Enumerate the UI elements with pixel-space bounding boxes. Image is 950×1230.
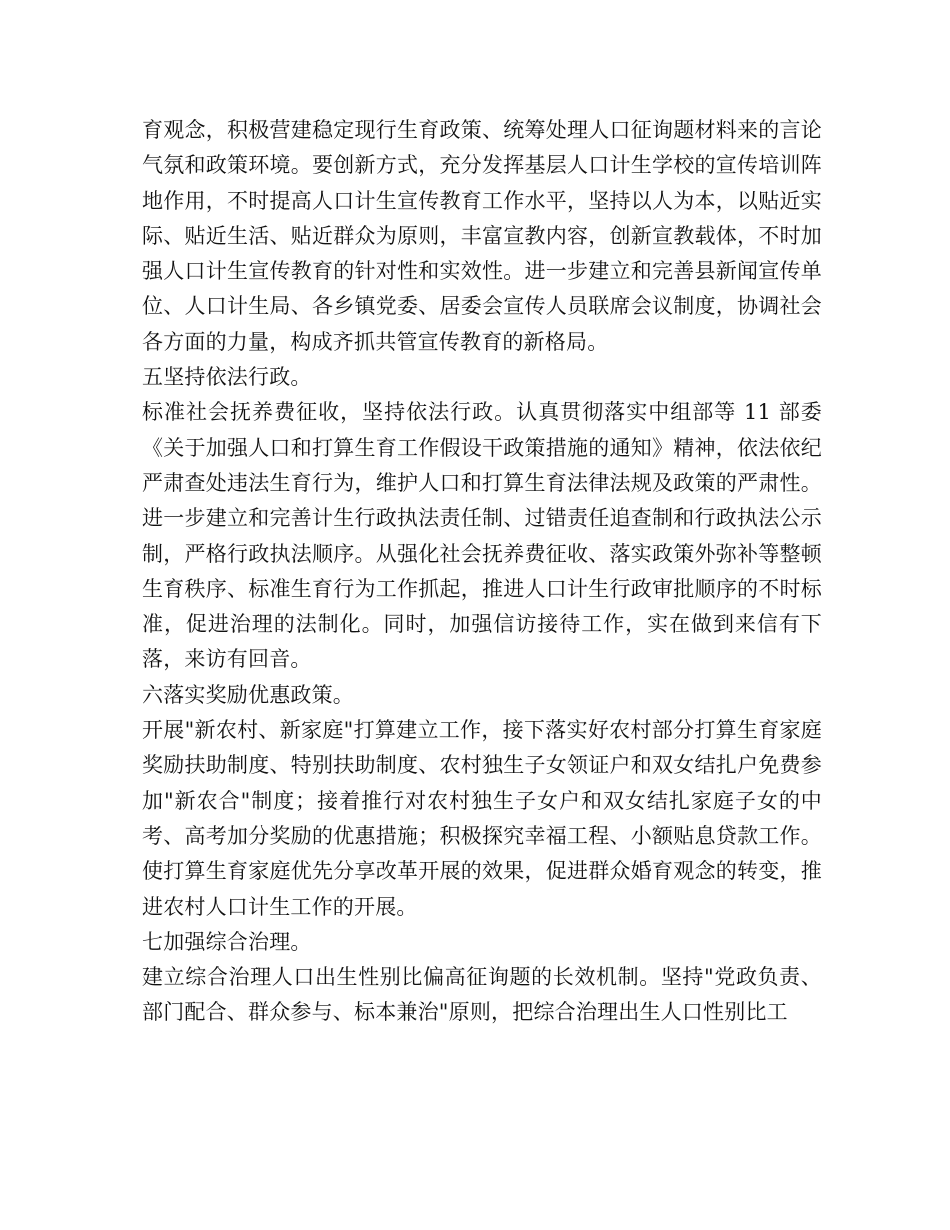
paragraph-law-administration: 标准社会抚养费征收，坚持依法行政。认真贯彻落实中组部等 11 部委《关于加强人口和打算生育工作假设干政策措施的通知》精神，依法依纪严肃查处违法生育行为，维护人口和打算生育法律法规及政策的严肃性。进一步建立和完善计生行政执法责任制、过错责任追查制和行政执法公示制，严格行政执法顺序。从强化社会抚养费征收、落实政策外弥补等整顿生育秩序、标准生育行为工作抓起，推进人口计生行政审批顺序的不时标准，促进治理的法制化。同时，加强信访接待工作，实在做到来信有下落，来访有回音。 <box>142 400 822 672</box>
section-heading-6: 六落实奖励优惠政策。 <box>142 682 354 707</box>
paragraph-comprehensive-governance: 建立综合治理人口出生性别比偏高征询题的长效机制。坚持"党政负责、部门配合、群众参与、标本兼治"原则，把综合治理出生人口性别比工 <box>142 965 822 1025</box>
paragraph-propaganda-education: 育观念，积极营建稳定现行生育政策、统筹处理人口征询题材料来的言论气氛和政策环境。要创新方式，充分发挥基层人口计生学校的宣传培训阵地作用，不时提高人口计生宣传教育工作水平，坚持以人为本，以贴近实际、贴近生活、贴近群众为原则，丰富宣教内容，创新宣教载体，不时加强人口计生宣传教育的针对性和实效性。进一步建立和完善县新闻宣传单位、人口计生局、各乡镇党委、居委会宣传人员联席会议制度，协调社会各方面的力量，构成齐抓共管宣传教育的新格局。 <box>142 118 822 354</box>
document-page <box>142 113 822 1031</box>
section-heading-7: 七加强综合治理。 <box>142 929 312 954</box>
section-heading-5: 五坚持依法行政。 <box>142 365 312 390</box>
paragraph-reward-policy: 开展"新农村、新家庭"打算建立工作，接下落实好农村部分打算生育家庭奖励扶助制度、特别扶助制度、农村独生子女领证户和双女结扎户免费参加"新农合"制度；接着推行对农村独生子女户和双女结扎家庭子女的中考、高考加分奖励的优惠措施；积极探究幸福工程、小额贴息贷款工作。使打算生育家庭优先分享改革开展的效果，促进群众婚育观念的转变，推进农村人口计生工作的开展。 <box>142 718 822 919</box>
